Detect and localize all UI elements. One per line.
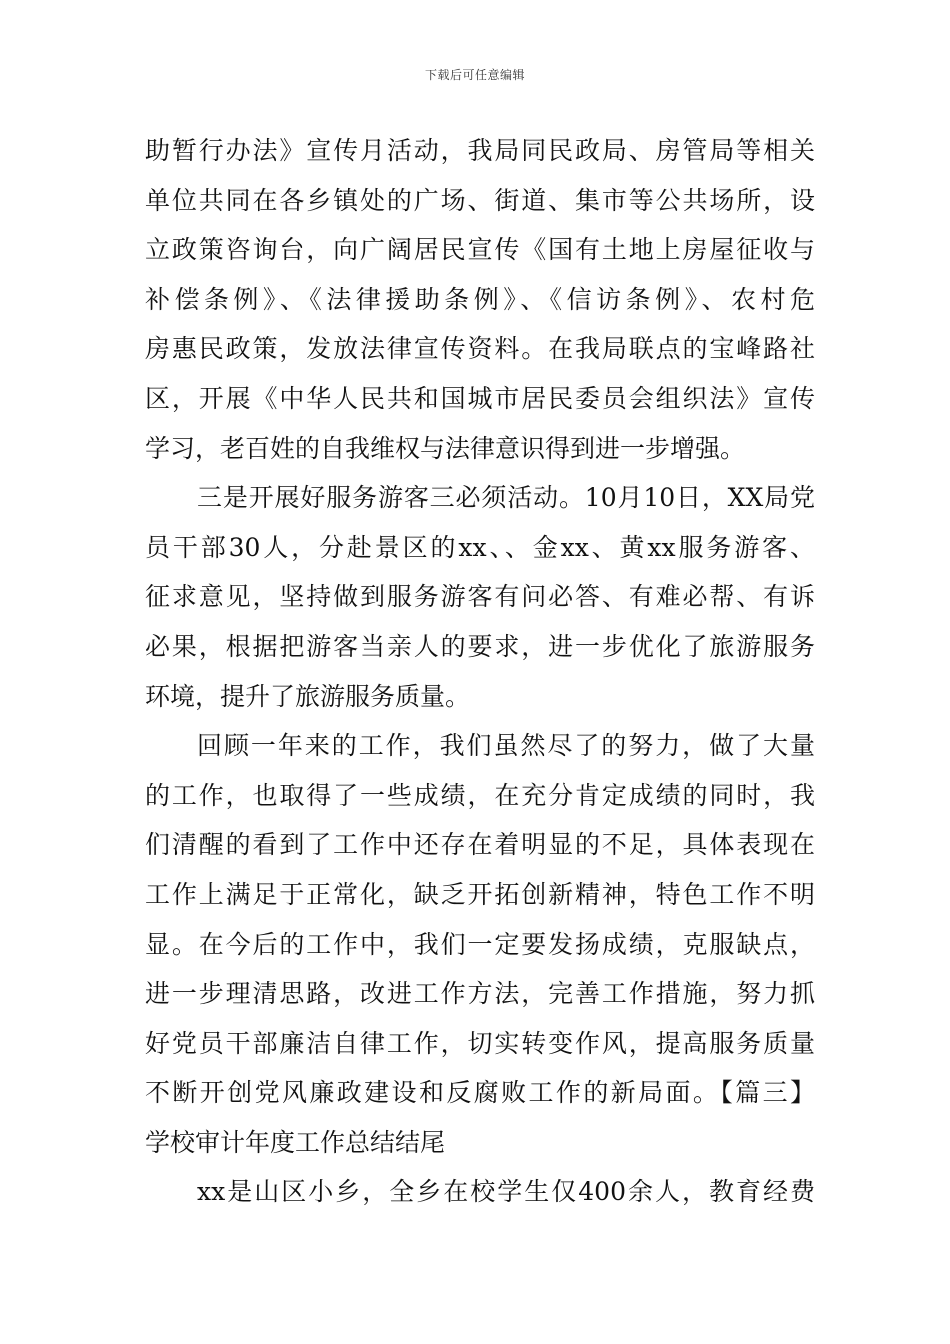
- text-line: 们清醒的看到了工作中还存在着明显的不足，具体表现在: [145, 830, 815, 860]
- text-line: 学校审计年度工作总结结尾: [145, 1127, 446, 1157]
- text-line: 员干部30人，分赴景区的xx、、金xx、黄xx服务游客、: [145, 532, 815, 562]
- text-line: xx是山区小乡，全乡在校学生仅400余人，教育经费: [197, 1177, 815, 1207]
- text-line: 补偿条例》、《法律援助条例》、《信访条例》、农村危: [145, 284, 815, 314]
- text-line: 区，开展《中华人民共和国城市居民委员会组织法》宣传: [145, 383, 815, 413]
- text-line: 不断开创党风廉政建设和反腐败工作的新局面。【篇三】: [145, 1078, 815, 1108]
- text-line: 立政策咨询台，向广阔居民宣传《国有土地上房屋征收与: [145, 235, 815, 265]
- page-header: 下载后可任意编辑: [424, 68, 525, 82]
- text-line: 学习，老百姓的自我维权与法律意识得到进一步增强。: [145, 433, 746, 463]
- text-line: 助暂行办法》宣传月活动，我局同民政局、房管局等相关: [145, 136, 815, 165]
- document-body: [145, 126, 815, 1217]
- text-line: 三是开展好服务游客三必须活动。10月10日，XX局党: [197, 483, 815, 513]
- text-line: 房惠民政策，发放法律宣传资料。在我局联点的宝峰路社: [145, 334, 815, 364]
- text-line: 单位共同在各乡镇处的广场、街道、集市等公共场所，设: [145, 185, 815, 215]
- text-line: 必果，根据把游客当亲人的要求，进一步优化了旅游服务: [145, 631, 815, 661]
- text-line: 显。在今后的工作中，我们一定要发扬成绩，克服缺点，: [145, 929, 815, 959]
- text-line: 环境，提升了旅游服务质量。: [145, 681, 471, 711]
- text-line: 好党员干部廉洁自律工作，切实转变作风，提高服务质量: [145, 1028, 815, 1058]
- text-line: 进一步理清思路，改进工作方法，完善工作措施，努力抓: [145, 979, 815, 1009]
- text-line: 回顾一年来的工作，我们虽然尽了的努力，做了大量: [197, 731, 815, 761]
- text-line: 工作上满足于正常化，缺乏开拓创新精神，特色工作不明: [145, 879, 815, 909]
- text-line: 的工作，也取得了一些成绩，在充分肯定成绩的同时，我: [145, 780, 815, 810]
- text-line: 征求意见，坚持做到服务游客有问必答、有难必帮、有诉: [145, 582, 815, 612]
